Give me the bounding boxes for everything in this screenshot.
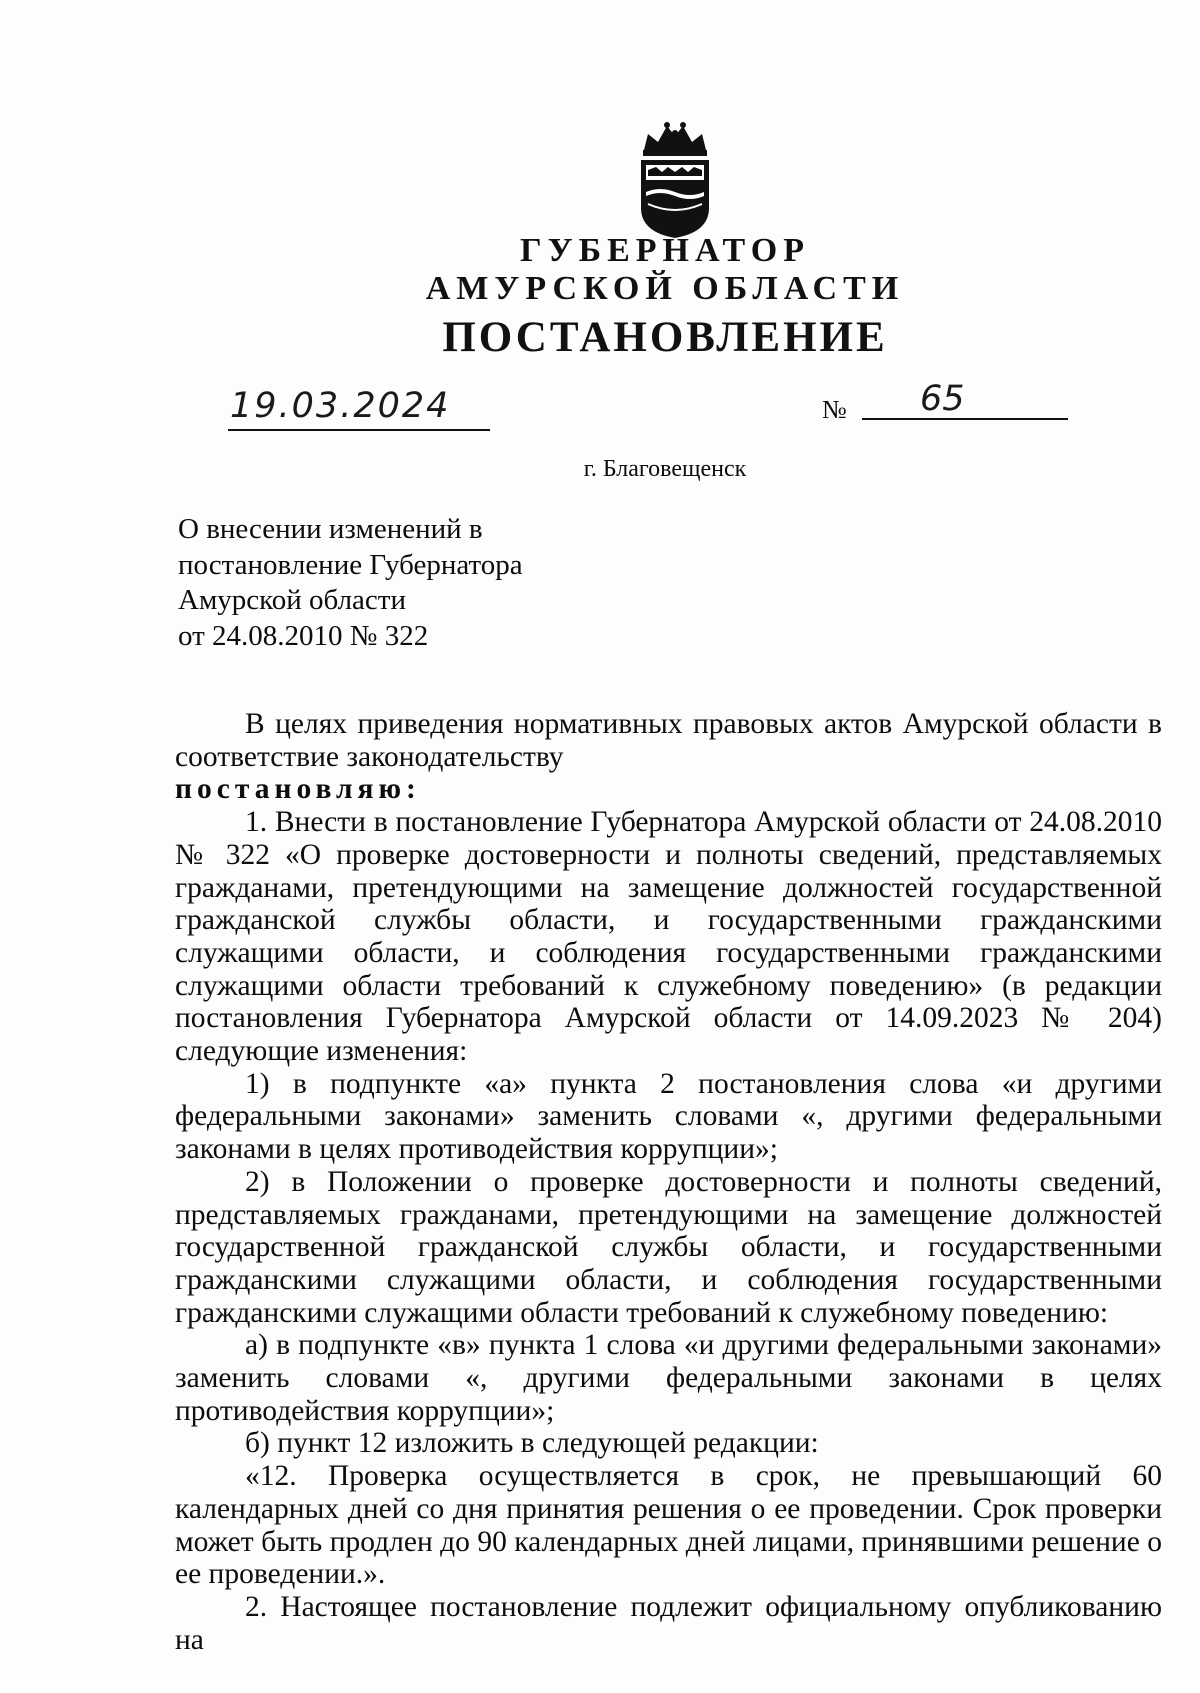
preamble-paragraph: В целях приведения нормативных правовых актов Амурской области в соответствие законодательству <box>175 708 1162 773</box>
body-paragraph: 1) в подпункте «а» пункта 2 постановления слова «и другими федеральными законами» заменить словами «, другими федеральными законами в целях противодействия коррупции»; <box>175 1067 1162 1166</box>
body-paragraph: 2. Настоящее постановление подлежит официальному опубликованию на <box>175 1590 1162 1656</box>
body-paragraph: «12. Проверка осуществляется в срок, не превышающий 60 календарных дней со дня принятия решения о ее проведении. Срок проверки может быть продлен до 90 календарных дней лицами, принявшими решение о ее проведении.». <box>175 1460 1162 1591</box>
date-underline <box>228 429 490 431</box>
body-paragraph: 2) в Положении о проверке достоверности и полноты сведений, представляемых гражданами, претендующими на замещение должностей государственной гражданской службы области, и государственными гражданскими служащими области, и соблюдения государственными гражданскими служащими области требований к служебному поведению: <box>175 1165 1162 1329</box>
body-paragraph: а) в подпункте «в» пункта 1 слова «и другими федеральными законами» заменить словами «, другими федеральными законами в целях противодействия коррупции»; <box>175 1329 1162 1427</box>
decree-word: постановляю: <box>175 773 421 806</box>
title-line: Амурской области <box>178 584 406 616</box>
document-number: 65 <box>920 379 965 419</box>
body-paragraph: 1. Внести в постановление Губернатора Амурской области от 24.08.2010 № 322 «О проверке достоверности и полноты сведений, представляемых гражданами, претендующими на замещение должностей государственной гражданской службы области, и государственными гражданскими служащими области, и соблюдения государственными гражданскими служащими области требований к служебному поведению» (в редакции постановления Губернатора Амурской области от 14.09.2023 № 204) следующие изменения: <box>175 806 1162 1068</box>
title-line: от 24.08.2010 № 322 <box>178 619 429 652</box>
document-date: 19.03.2024 <box>230 386 451 426</box>
issue-city: г. Благовещенск <box>583 456 747 482</box>
region-name: АМУРСКОЙ ОБЛАСТИ <box>425 270 905 307</box>
document-body <box>175 708 1162 1656</box>
body-paragraph: б) пункт 12 изложить в следующей редакции: <box>245 1427 819 1460</box>
title-line: постановление Губернатора <box>178 548 523 581</box>
number-sign: № <box>822 395 847 424</box>
document-type: ПОСТАНОВЛЕНИЕ <box>442 314 888 361</box>
issuer-title: ГУБЕРНАТОР <box>520 232 810 269</box>
title-line: О внесении изменений в <box>178 513 483 545</box>
number-underline <box>862 418 1068 420</box>
document-title <box>178 512 523 654</box>
coat-of-arms-icon <box>634 120 716 240</box>
